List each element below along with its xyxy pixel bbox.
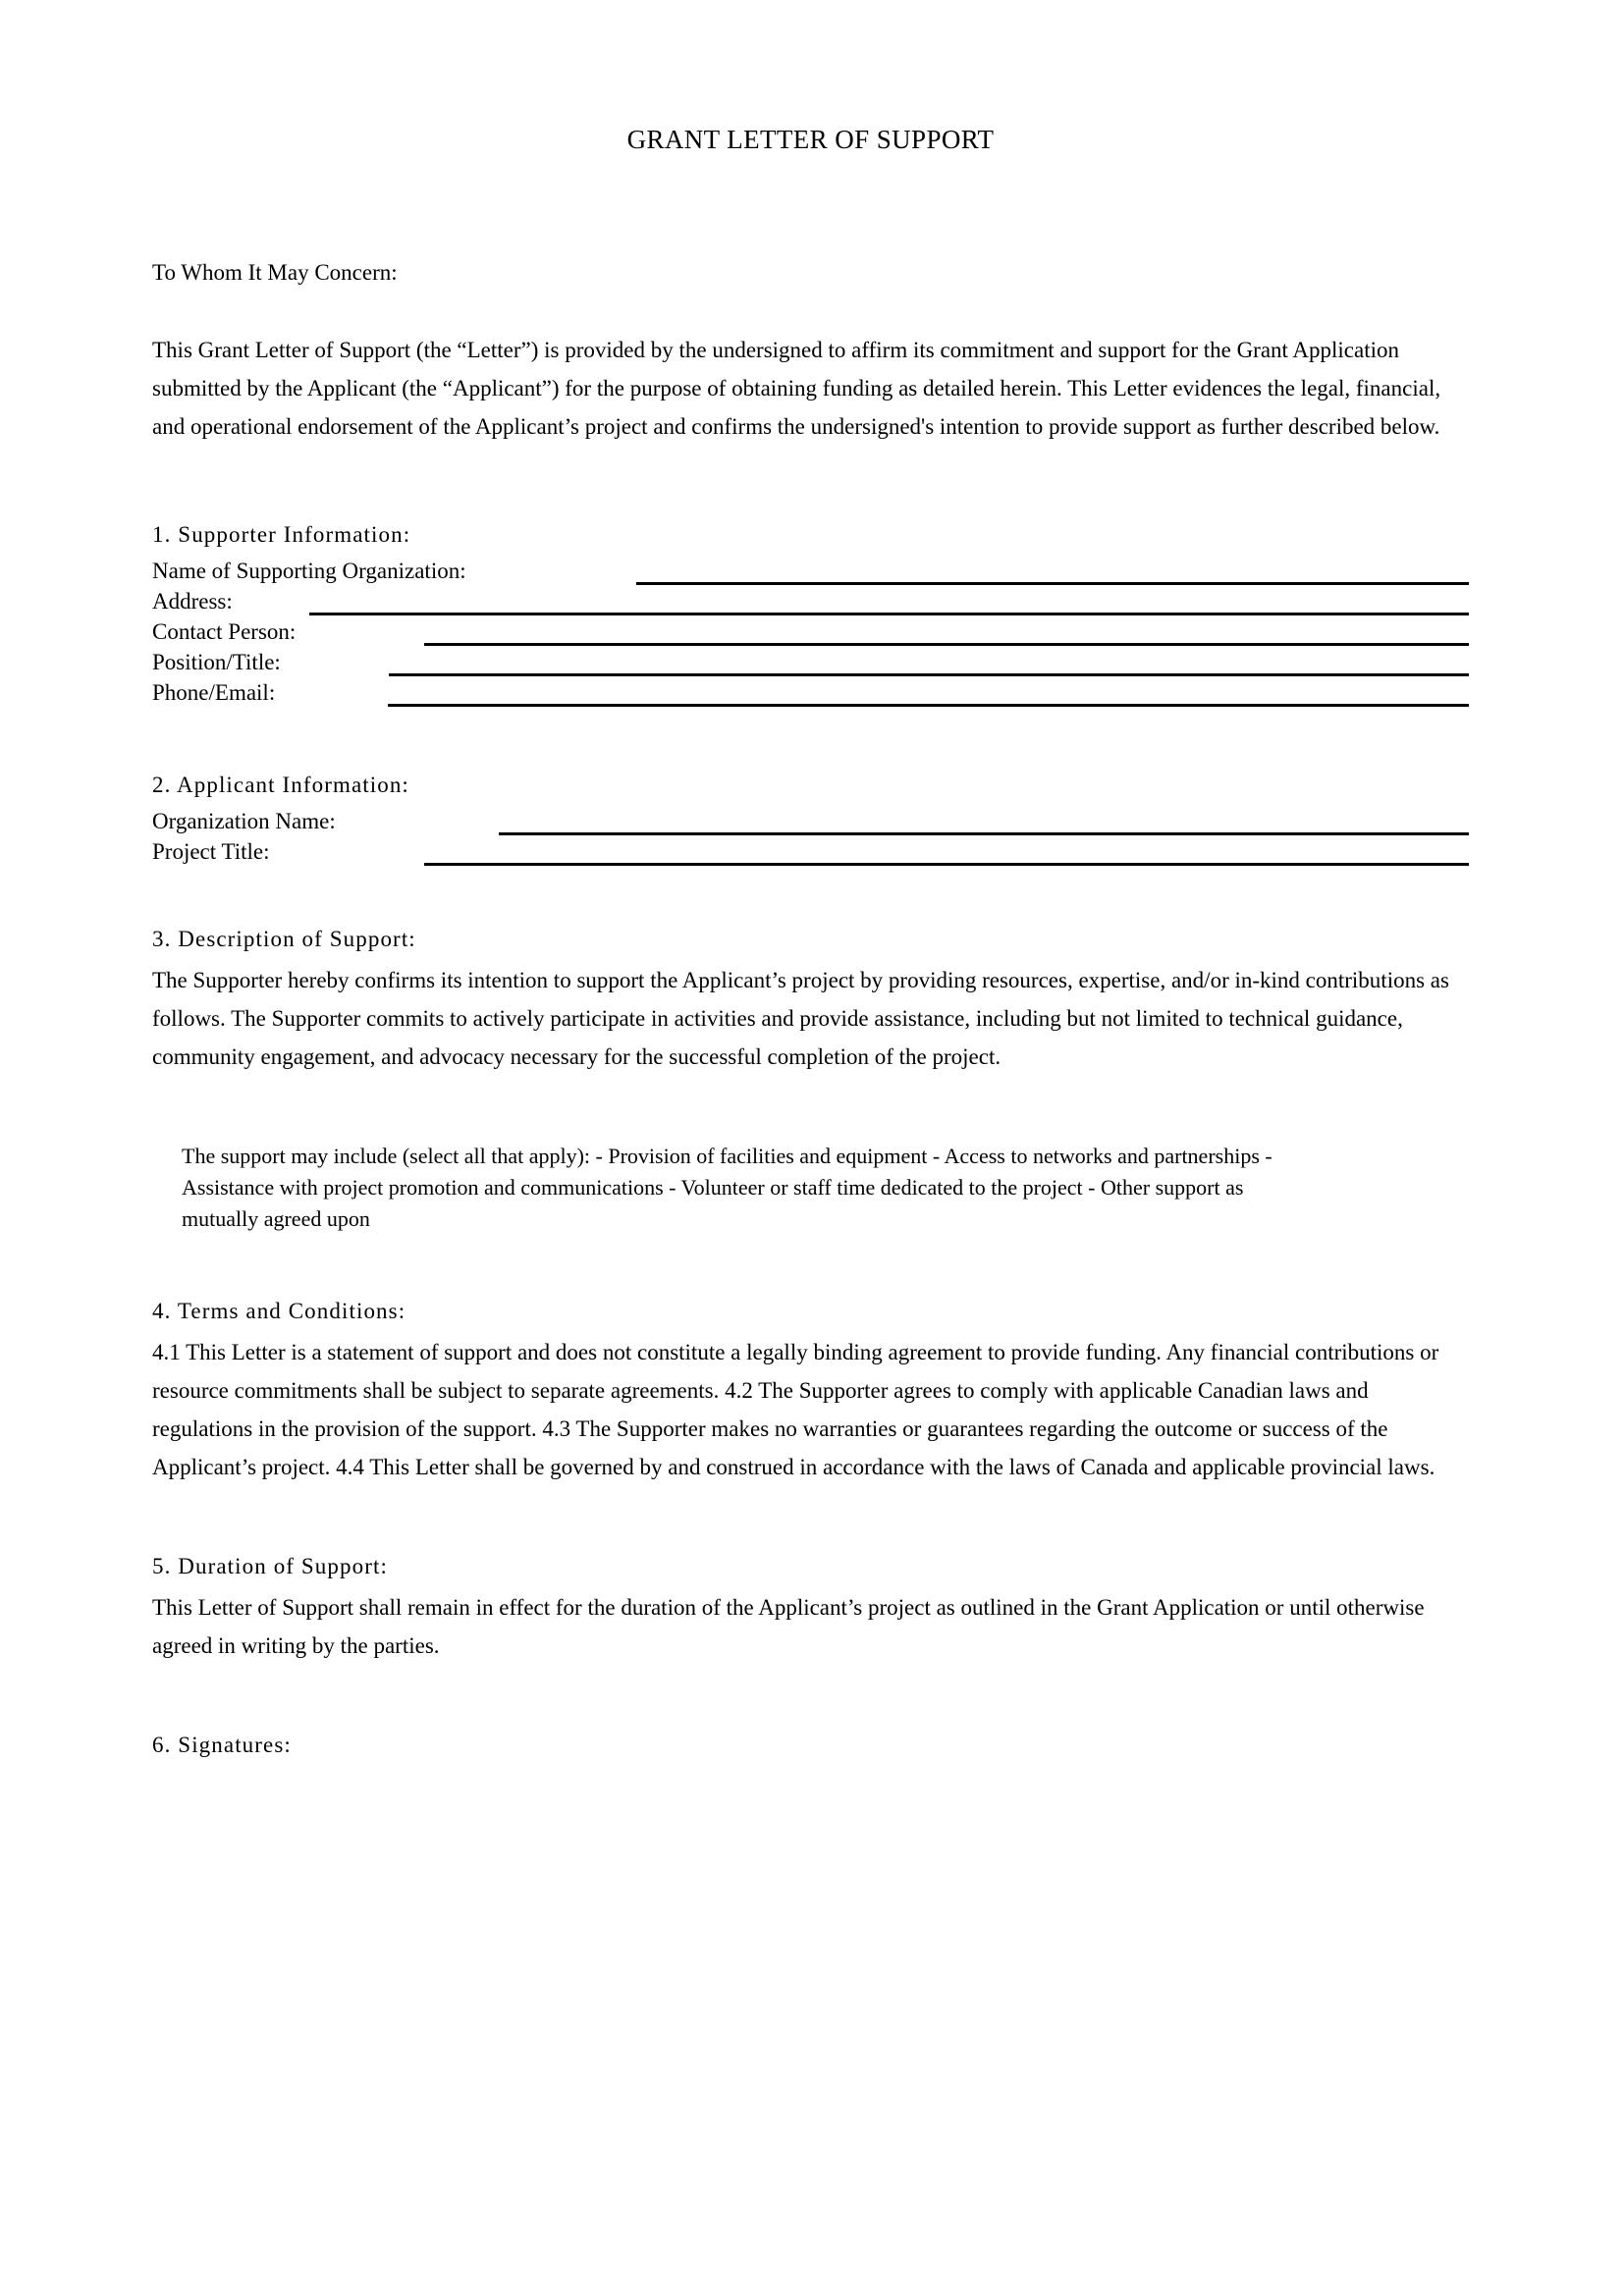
field-row-supporting-organization[interactable] — [152, 556, 1469, 586]
field-label-contact-person: Contact Person: — [152, 619, 297, 644]
intro-paragraph: This Grant Letter of Support (the “Letter”) is provided by the undersigned to affirm its commitment and support for the Grant Application submitted by the Applicant (the “Applicant”) for the purpose of obtaining funding as detailed herein. This Letter evidences the legal, financial, and operational endorsement of the Applicant’s project and confirms the undersigned's intention to provide support as further described below. — [152, 338, 1441, 439]
field-label-project-title: Project Title: — [152, 839, 270, 864]
field-row-organization-name[interactable] — [152, 806, 1469, 836]
field-label-phone-email: Phone/Email: — [152, 680, 276, 705]
document-content-column — [152, 0, 1469, 1761]
terms-and-conditions-paragraph: 4.1 This Letter is a statement of support and does not constitute a legally binding agreement to provide funding. Any financial contributions or resource commitments shall be subject to separate agreements. 4.2 The Supporter agrees to comply with applicable Canadian laws and regulations in the provision of the support. 4.3 The Supporter makes no warranties or guarantees regarding the outcome or success of the Applicant’s project. 4.4 This Letter shall be governed by and construed in accordance with the laws of Canada and applicable provincial laws. — [152, 1340, 1439, 1479]
salutation: To Whom It May Concern: — [152, 260, 398, 285]
field-label-supporting-organization: Name of Supporting Organization: — [152, 559, 466, 583]
field-rule-project-title[interactable] — [424, 863, 1469, 866]
section-heading-applicant-information: 2. Applicant Information: — [152, 773, 409, 797]
field-row-phone-email[interactable] — [152, 677, 1469, 708]
field-row-position-title[interactable] — [152, 647, 1469, 677]
field-rule-phone-email[interactable] — [388, 704, 1469, 707]
supporter-information-fields — [152, 551, 1469, 708]
field-row-project-title[interactable] — [152, 836, 1469, 867]
field-row-contact-person[interactable] — [152, 616, 1469, 647]
field-rule-organization-name[interactable] — [499, 832, 1469, 835]
field-row-address[interactable] — [152, 586, 1469, 616]
field-label-address: Address: — [152, 589, 233, 614]
page-title: GRANT LETTER OF SUPPORT — [626, 125, 995, 154]
field-rule-supporting-organization[interactable] — [636, 582, 1469, 585]
applicant-information-fields — [152, 801, 1469, 867]
field-label-organization-name: Organization Name: — [152, 809, 336, 833]
field-label-position-title: Position/Title: — [152, 650, 281, 674]
field-rule-address[interactable] — [309, 613, 1469, 615]
section-heading-supporter-information: 1. Supporter Information: — [152, 522, 411, 547]
duration-of-support-paragraph: This Letter of Support shall remain in effect for the duration of the Applicant’s project as outlined in the Grant Application or until otherwise agreed in writing by the parties. — [152, 1595, 1425, 1658]
section-heading-terms-and-conditions: 4. Terms and Conditions: — [152, 1299, 406, 1323]
section-heading-signatures: 6. Signatures: — [152, 1733, 292, 1757]
support-options-callout: The support may include (select all that apply): - Provision of facilities and equipment - Access to networks and partnerships - Assistance with project promotion and communications - Volunteer or staff time dedicated to the project - Other support as mutually agreed upon — [182, 1144, 1272, 1231]
field-rule-position-title[interactable] — [389, 673, 1469, 676]
description-of-support-paragraph: The Supporter hereby confirms its intention to support the Applicant’s project by providing resources, expertise, and/or in-kind contributions as follows. The Supporter commits to actively participate in activities and provide assistance, including but not limited to technical guidance, community engagement, and advocacy necessary for the successful completion of the project. — [152, 968, 1449, 1069]
field-rule-contact-person[interactable] — [424, 643, 1469, 646]
section-heading-description-of-support: 3. Description of Support: — [152, 927, 416, 951]
section-heading-duration-of-support: 5. Duration of Support: — [152, 1554, 388, 1578]
